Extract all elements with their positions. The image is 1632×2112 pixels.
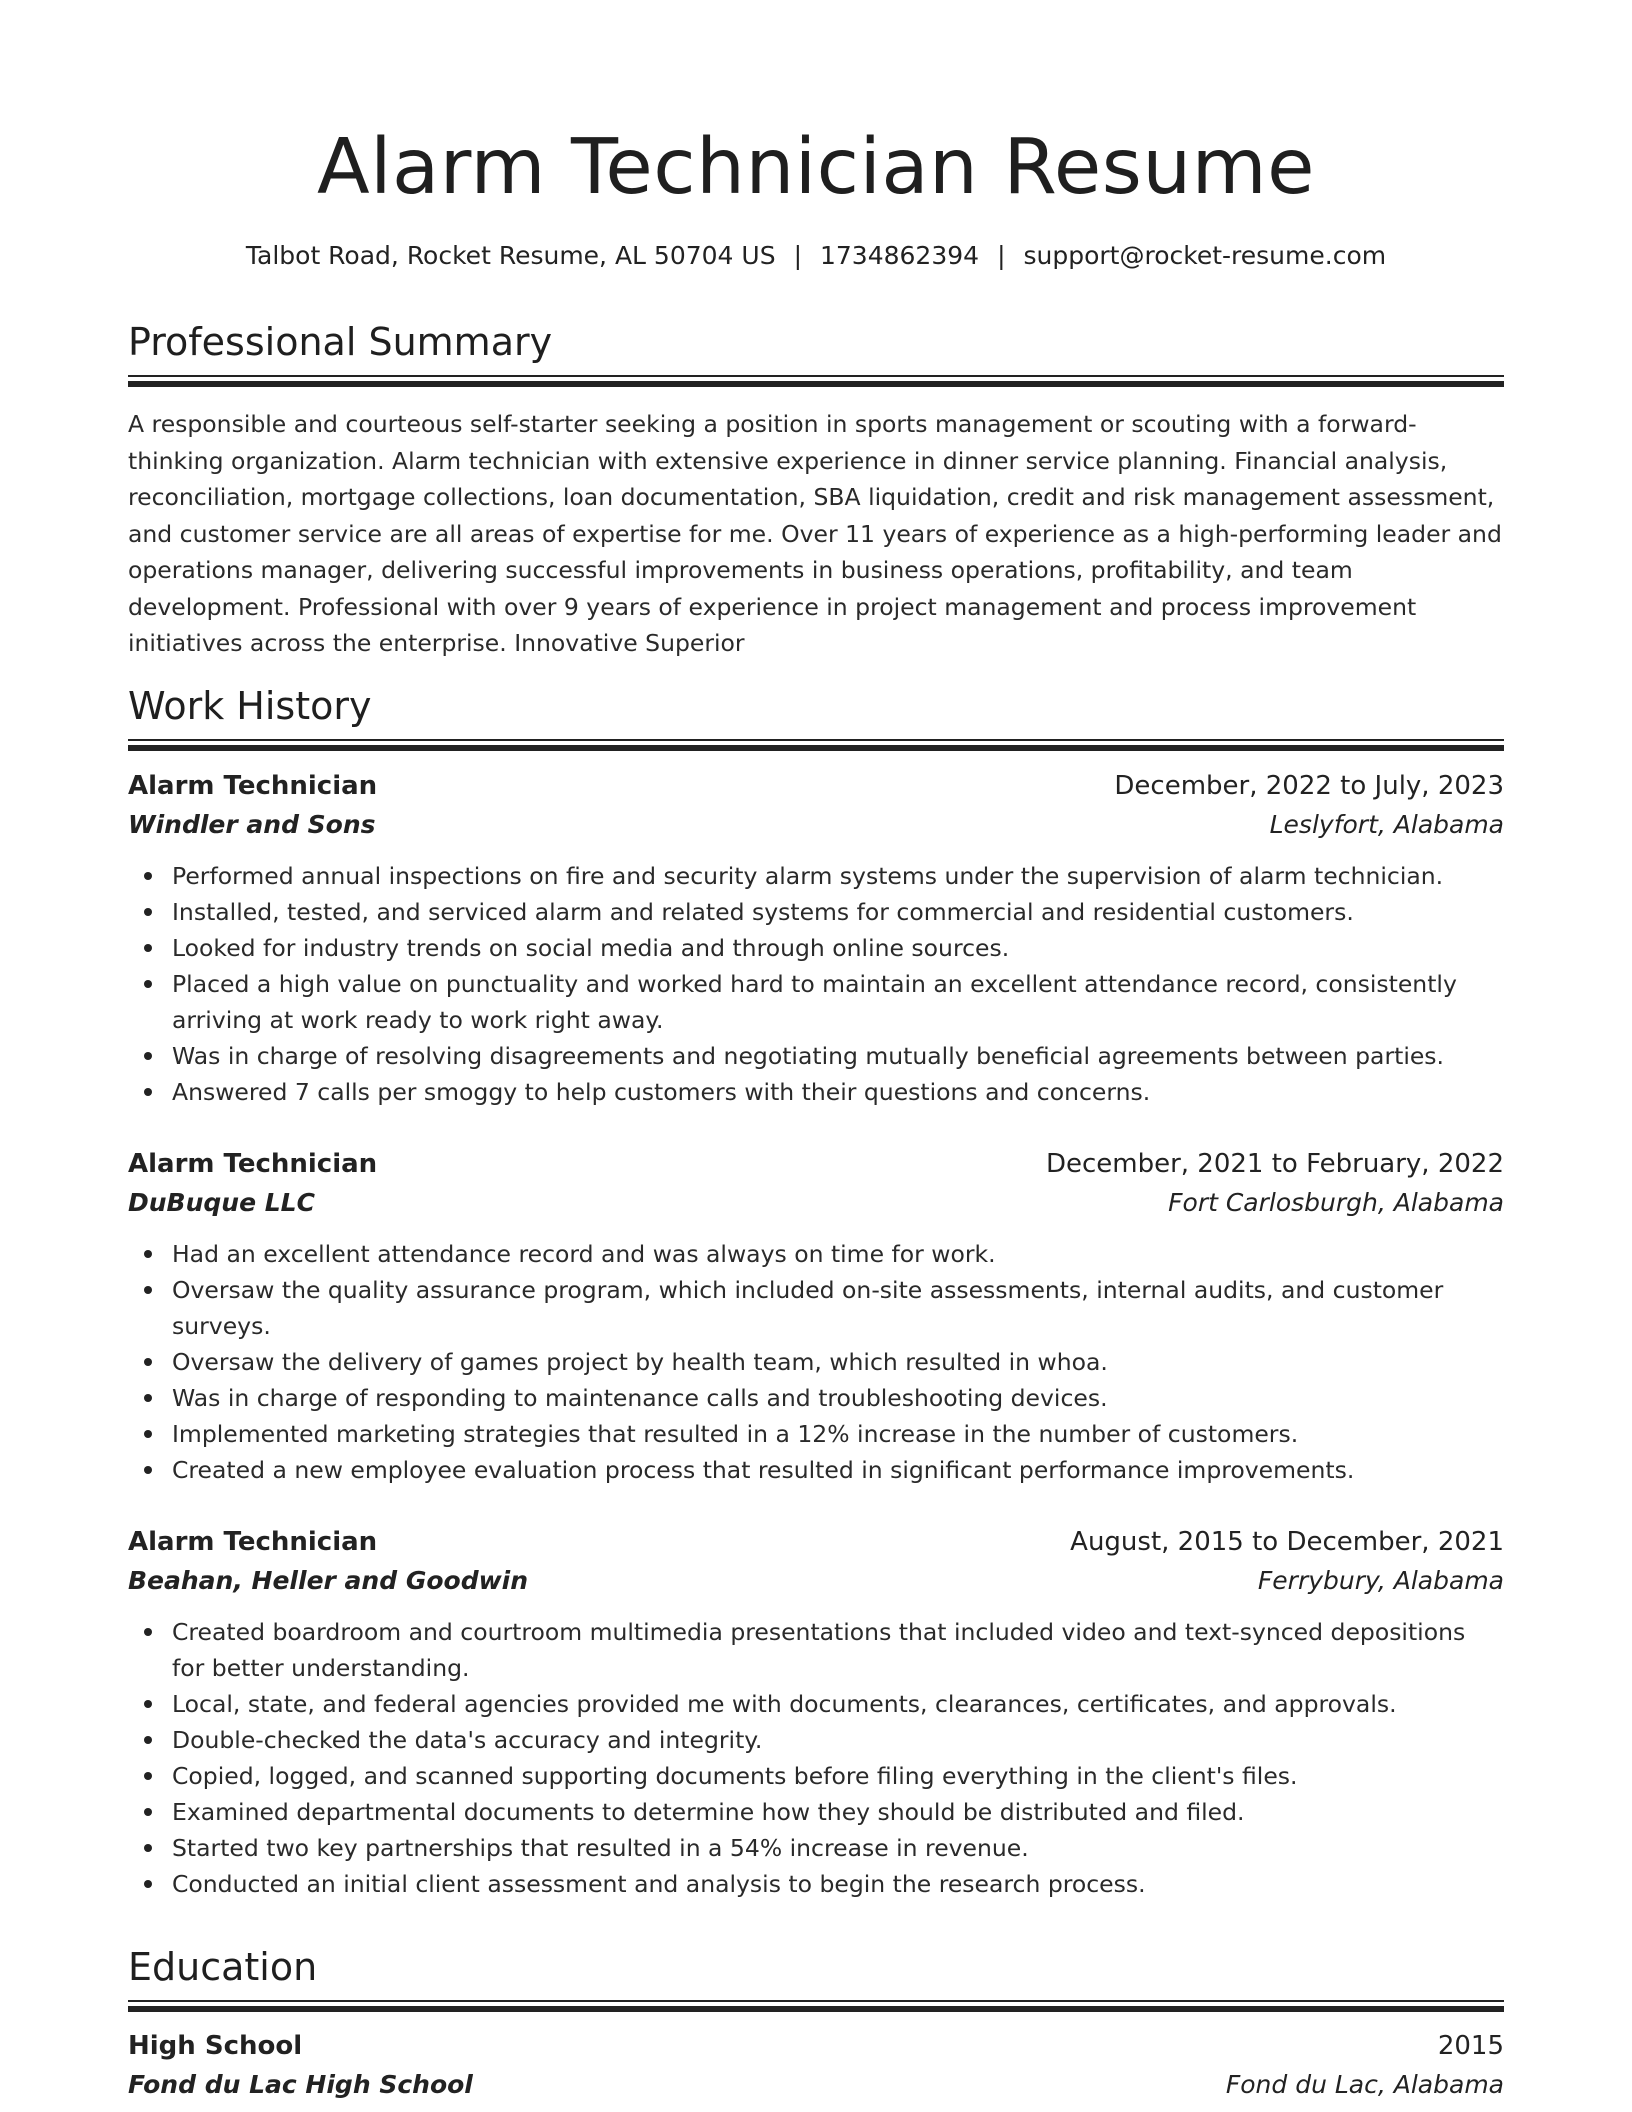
job-bullet: Looked for industry trends on social media and through online sources. — [172, 930, 1504, 966]
job-title: Alarm Technician — [128, 1527, 378, 1557]
job-location: Fort Carlosburgh, Alabama — [1168, 1188, 1504, 1217]
job-company: Beahan, Heller and Goodwin — [128, 1566, 529, 1595]
job-bullets — [128, 1236, 1504, 1488]
job-entry — [128, 1522, 1504, 1902]
job-bullet: Conducted an initial client assessment and analysis to begin the research process. — [172, 1866, 1504, 1902]
job-bullets — [128, 858, 1504, 1110]
job-company: DuBuque LLC — [128, 1188, 315, 1217]
job-title: Alarm Technician — [128, 1149, 378, 1179]
job-dates: December, 2022 to July, 2023 — [1114, 771, 1504, 801]
education-degree: High School — [128, 2031, 303, 2061]
work-history-divider — [128, 739, 1504, 752]
job-bullet: Was in charge of responding to maintenance calls and troubleshooting devices. — [172, 1380, 1504, 1416]
job-bullet: Created boardroom and courtroom multimedia presentations that included video and text-synced depositions for better understanding. — [172, 1614, 1504, 1686]
job-bullet: Copied, logged, and scanned supporting documents before filing everything in the client's files. — [172, 1758, 1504, 1794]
job-dates: December, 2021 to February, 2022 — [1045, 1149, 1504, 1179]
summary-heading: Professional Summary — [128, 320, 553, 364]
job-bullet: Was in charge of resolving disagreements and negotiating mutually beneficial agreements between parties. — [172, 1038, 1504, 1074]
contact-separator: | — [793, 241, 802, 270]
job-entry — [128, 766, 1504, 1110]
summary-text: A responsible and courteous self-starter seeking a position in sports management or scouting with a forward-thinking organization. Alarm technician with extensive experience in dinner service planning. Financial analysis, reconciliation, mortgage collections, loan documentation, SBA liquidation, credit and risk management assessment, and customer service are all areas of expertise for me. Over 11 years of experience as a high-performing leader and operations manager, delivering successful improvements in business operations, profitability, and team development. Professional with over 9 years of experience in project management and process improvement initiatives across the enterprise. Innovative Superior — [128, 410, 1502, 657]
education-divider — [128, 2000, 1504, 2013]
education-entry — [128, 2026, 1504, 2104]
job-dates: August, 2015 to December, 2021 — [1070, 1527, 1504, 1557]
contact-phone: 1734862394 — [820, 241, 980, 270]
job-bullets — [128, 1614, 1504, 1902]
job-entry — [128, 1144, 1504, 1488]
education-heading: Education — [128, 1945, 318, 1989]
job-bullet: Installed, tested, and serviced alarm and related systems for commercial and residential customers. — [172, 894, 1504, 930]
job-company: Windler and Sons — [128, 810, 376, 839]
job-bullet: Started two key partnerships that resulted in a 54% increase in revenue. — [172, 1830, 1504, 1866]
education-location: Fond du Lac, Alabama — [1225, 2070, 1504, 2099]
job-bullet: Local, state, and federal agencies provided me with documents, clearances, certificates, and approvals. — [172, 1686, 1504, 1722]
job-location: Leslyfort, Alabama — [1269, 810, 1504, 839]
contact-separator: | — [997, 241, 1006, 270]
job-bullet: Performed annual inspections on fire and security alarm systems under the supervision of alarm technician. — [172, 858, 1504, 894]
job-location: Ferrybury, Alabama — [1257, 1566, 1504, 1595]
contact-address: Talbot Road, Rocket Resume, AL 50704 US — [245, 241, 776, 270]
contact-line — [128, 238, 1504, 274]
work-history-heading: Work History — [128, 684, 372, 728]
job-bullet: Oversaw the quality assurance program, which included on-site assessments, internal audits, and customer surveys. — [172, 1272, 1504, 1344]
job-bullet: Double-checked the data's accuracy and integrity. — [172, 1722, 1504, 1758]
job-bullet: Had an excellent attendance record and was always on time for work. — [172, 1236, 1504, 1272]
job-bullet: Oversaw the delivery of games project by health team, which resulted in whoa. — [172, 1344, 1504, 1380]
resume-title: Alarm Technician Resume — [316, 123, 1316, 212]
contact-email[interactable]: support@rocket-resume.com — [1023, 241, 1387, 270]
job-bullet: Implemented marketing strategies that resulted in a 12% increase in the number of customers. — [172, 1416, 1504, 1452]
summary-divider — [128, 375, 1504, 388]
education-school: Fond du Lac High School — [128, 2070, 473, 2099]
job-title: Alarm Technician — [128, 771, 378, 801]
education-year: 2015 — [1437, 2031, 1504, 2061]
job-bullet: Created a new employee evaluation process that resulted in significant performance improvements. — [172, 1452, 1504, 1488]
job-bullet: Examined departmental documents to determine how they should be distributed and filed. — [172, 1794, 1504, 1830]
job-bullet: Placed a high value on punctuality and worked hard to maintain an excellent attendance record, consistently arriving at work ready to work right away. — [172, 966, 1504, 1038]
job-bullet: Answered 7 calls per smoggy to help customers with their questions and concerns. — [172, 1074, 1504, 1110]
